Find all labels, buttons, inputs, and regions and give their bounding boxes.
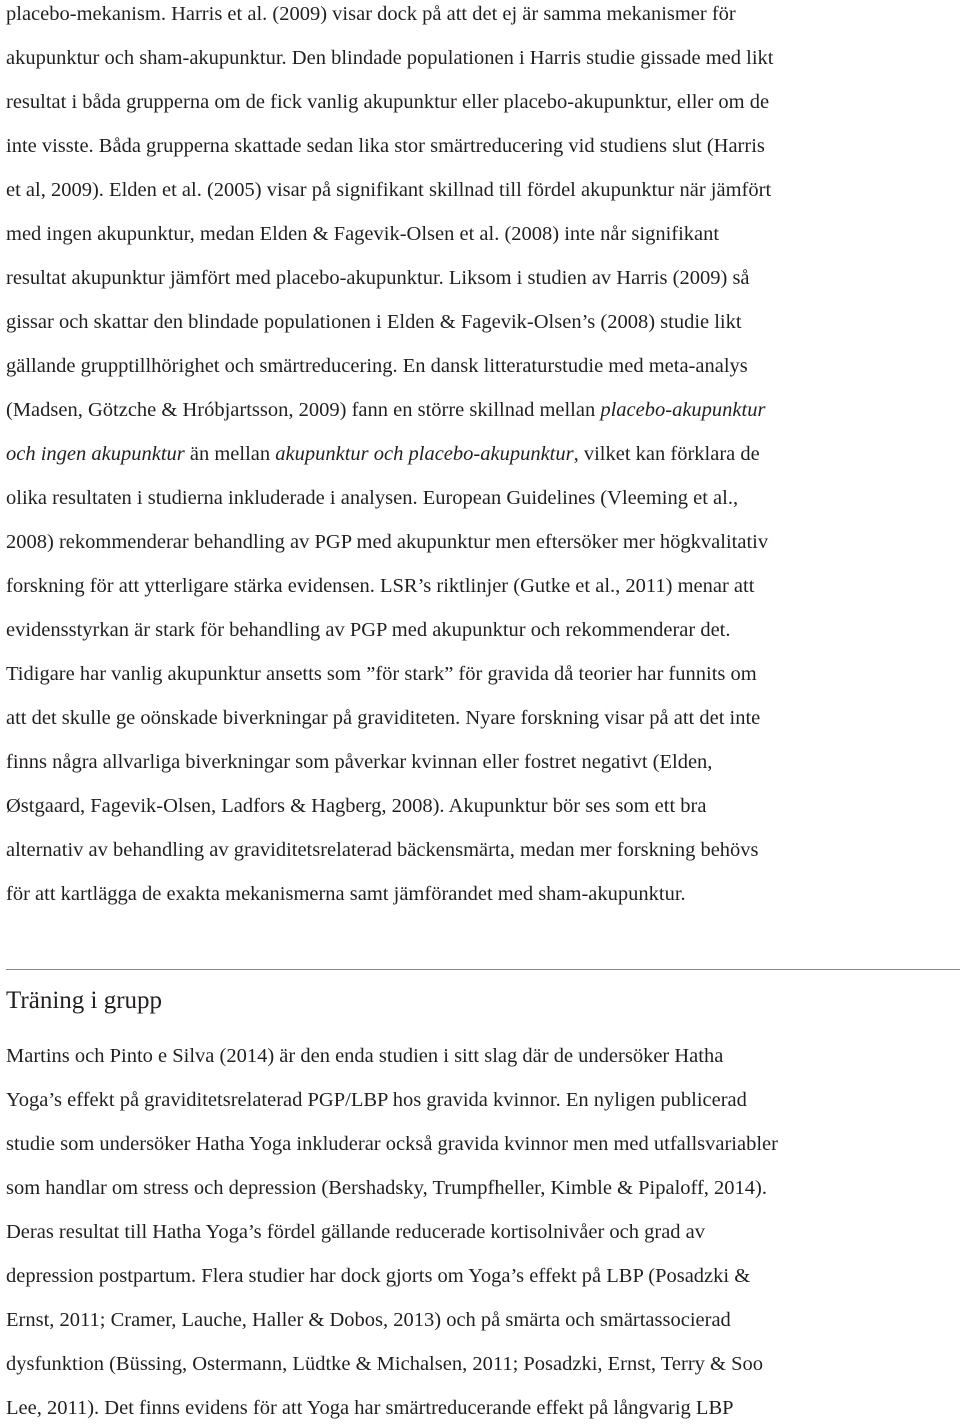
- text-line: evidensstyrkan är stark för behandling av PGP med akupunktur och rekommenderar det.: [6, 619, 731, 641]
- text-line: placebo-mekanism. Harris et al. (2009) visar dock på att det ej är samma mekanismer för: [6, 3, 736, 25]
- text-line: studie som undersöker Hatha Yoga inkluderar också gravida kvinnor men med utfallsvariabler: [6, 1133, 778, 1155]
- section-divider: [6, 969, 960, 970]
- section-heading: Träning i grupp: [6, 987, 163, 1014]
- text-line: et al, 2009). Elden et al. (2005) visar på signifikant skillnad till fördel akupunktur när jämfört: [6, 179, 772, 201]
- text-line: olika resultaten i studierna inkluderade i analysen. European Guidelines (Vleeming et al.,: [6, 487, 739, 509]
- text-line: Lee, 2011). Det finns evidens för att Yoga har smärtreducerande effekt på långvarig LBP: [6, 1397, 734, 1419]
- italic-term: placebo-akupunktur: [600, 399, 766, 421]
- text-line: dysfunktion (Büssing, Ostermann, Lüdtke & Michalsen, 2011; Posadzki, Ernst, Terry & Soo: [6, 1353, 763, 1375]
- text-line: gällande grupptillhörighet och smärtreducering. En dansk litteraturstudie med meta-analys: [6, 355, 748, 377]
- text-line: (Madsen, Götzche & Hróbjartsson, 2009) fann en större skillnad mellan placebo-akupunktur: [6, 399, 766, 421]
- text-line: med ingen akupunktur, medan Elden & Fagevik-Olsen et al. (2008) inte når signifikant: [6, 223, 720, 245]
- text-line: inte visste. Båda grupperna skattade sedan lika stor smärtreducering vid studiens slut (Harris: [6, 135, 765, 157]
- text-line: Ernst, 2011; Cramer, Lauche, Haller & Dobos, 2013) och på smärta och smärtassocierad: [6, 1309, 731, 1331]
- text-line: alternativ av behandling av graviditetsrelaterad bäckensmärta, medan mer forskning behövs: [6, 839, 759, 861]
- text-line: forskning för att ytterligare stärka evidensen. LSR’s riktlinjer (Gutke et al., 2011) menar att: [6, 575, 755, 597]
- text-line: att det skulle ge oönskade biverkningar på graviditeten. Nyare forskning visar på att det inte: [6, 707, 761, 729]
- text-line: Tidigare har vanlig akupunktur ansetts som ”för stark” för gravida då teorier har funnits om: [6, 663, 757, 685]
- text-line: finns några allvarliga biverkningar som påverkar kvinnan eller fostret negativt (Elden,: [6, 751, 713, 773]
- text-line: för att kartlägga de exakta mekanismerna samt jämförandet med sham-akupunktur.: [6, 883, 686, 905]
- text-line: resultat i båda grupperna om de fick vanlig akupunktur eller placebo-akupunktur, eller om de: [6, 91, 770, 113]
- text-line: depression postpartum. Flera studier har dock gjorts om Yoga’s effekt på LBP (Posadzki &: [6, 1265, 751, 1287]
- text-line: 2008) rekommenderar behandling av PGP med akupunktur men eftersöker mer högkvalitativ: [6, 531, 769, 553]
- italic-term: och ingen akupunktur: [6, 443, 185, 465]
- text-line: Martins och Pinto e Silva (2014) är den enda studien i sitt slag där de undersöker Hatha: [6, 1045, 724, 1067]
- italic-term: akupunktur och placebo-akupunktur: [275, 443, 574, 465]
- text-line: akupunktur och sham-akupunktur. Den blindade populationen i Harris studie gissade med likt: [6, 47, 774, 69]
- text-line: resultat akupunktur jämfört med placebo-akupunktur. Liksom i studien av Harris (2009) så: [6, 267, 750, 289]
- text-line: och ingen akupunktur än mellan akupunktur och placebo-akupunktur, vilket kan förklara de: [6, 443, 760, 465]
- text-line: gissar och skattar den blindade populationen i Elden & Fagevik-Olsen’s (2008) studie likt: [6, 311, 742, 333]
- text-line: Deras resultat till Hatha Yoga’s fördel gällande reducerade kortisolnivåer och grad av: [6, 1221, 706, 1243]
- text-line: Yoga’s effekt på graviditetsrelaterad PGP/LBP hos gravida kvinnor. En nyligen publicerad: [6, 1089, 747, 1111]
- text-line: som handlar om stress och depression (Bershadsky, Trumpfheller, Kimble & Pipaloff, 2014).: [6, 1177, 768, 1199]
- text-line: Østgaard, Fagevik-Olsen, Ladfors & Hagberg, 2008). Akupunktur bör ses som ett bra: [6, 795, 707, 817]
